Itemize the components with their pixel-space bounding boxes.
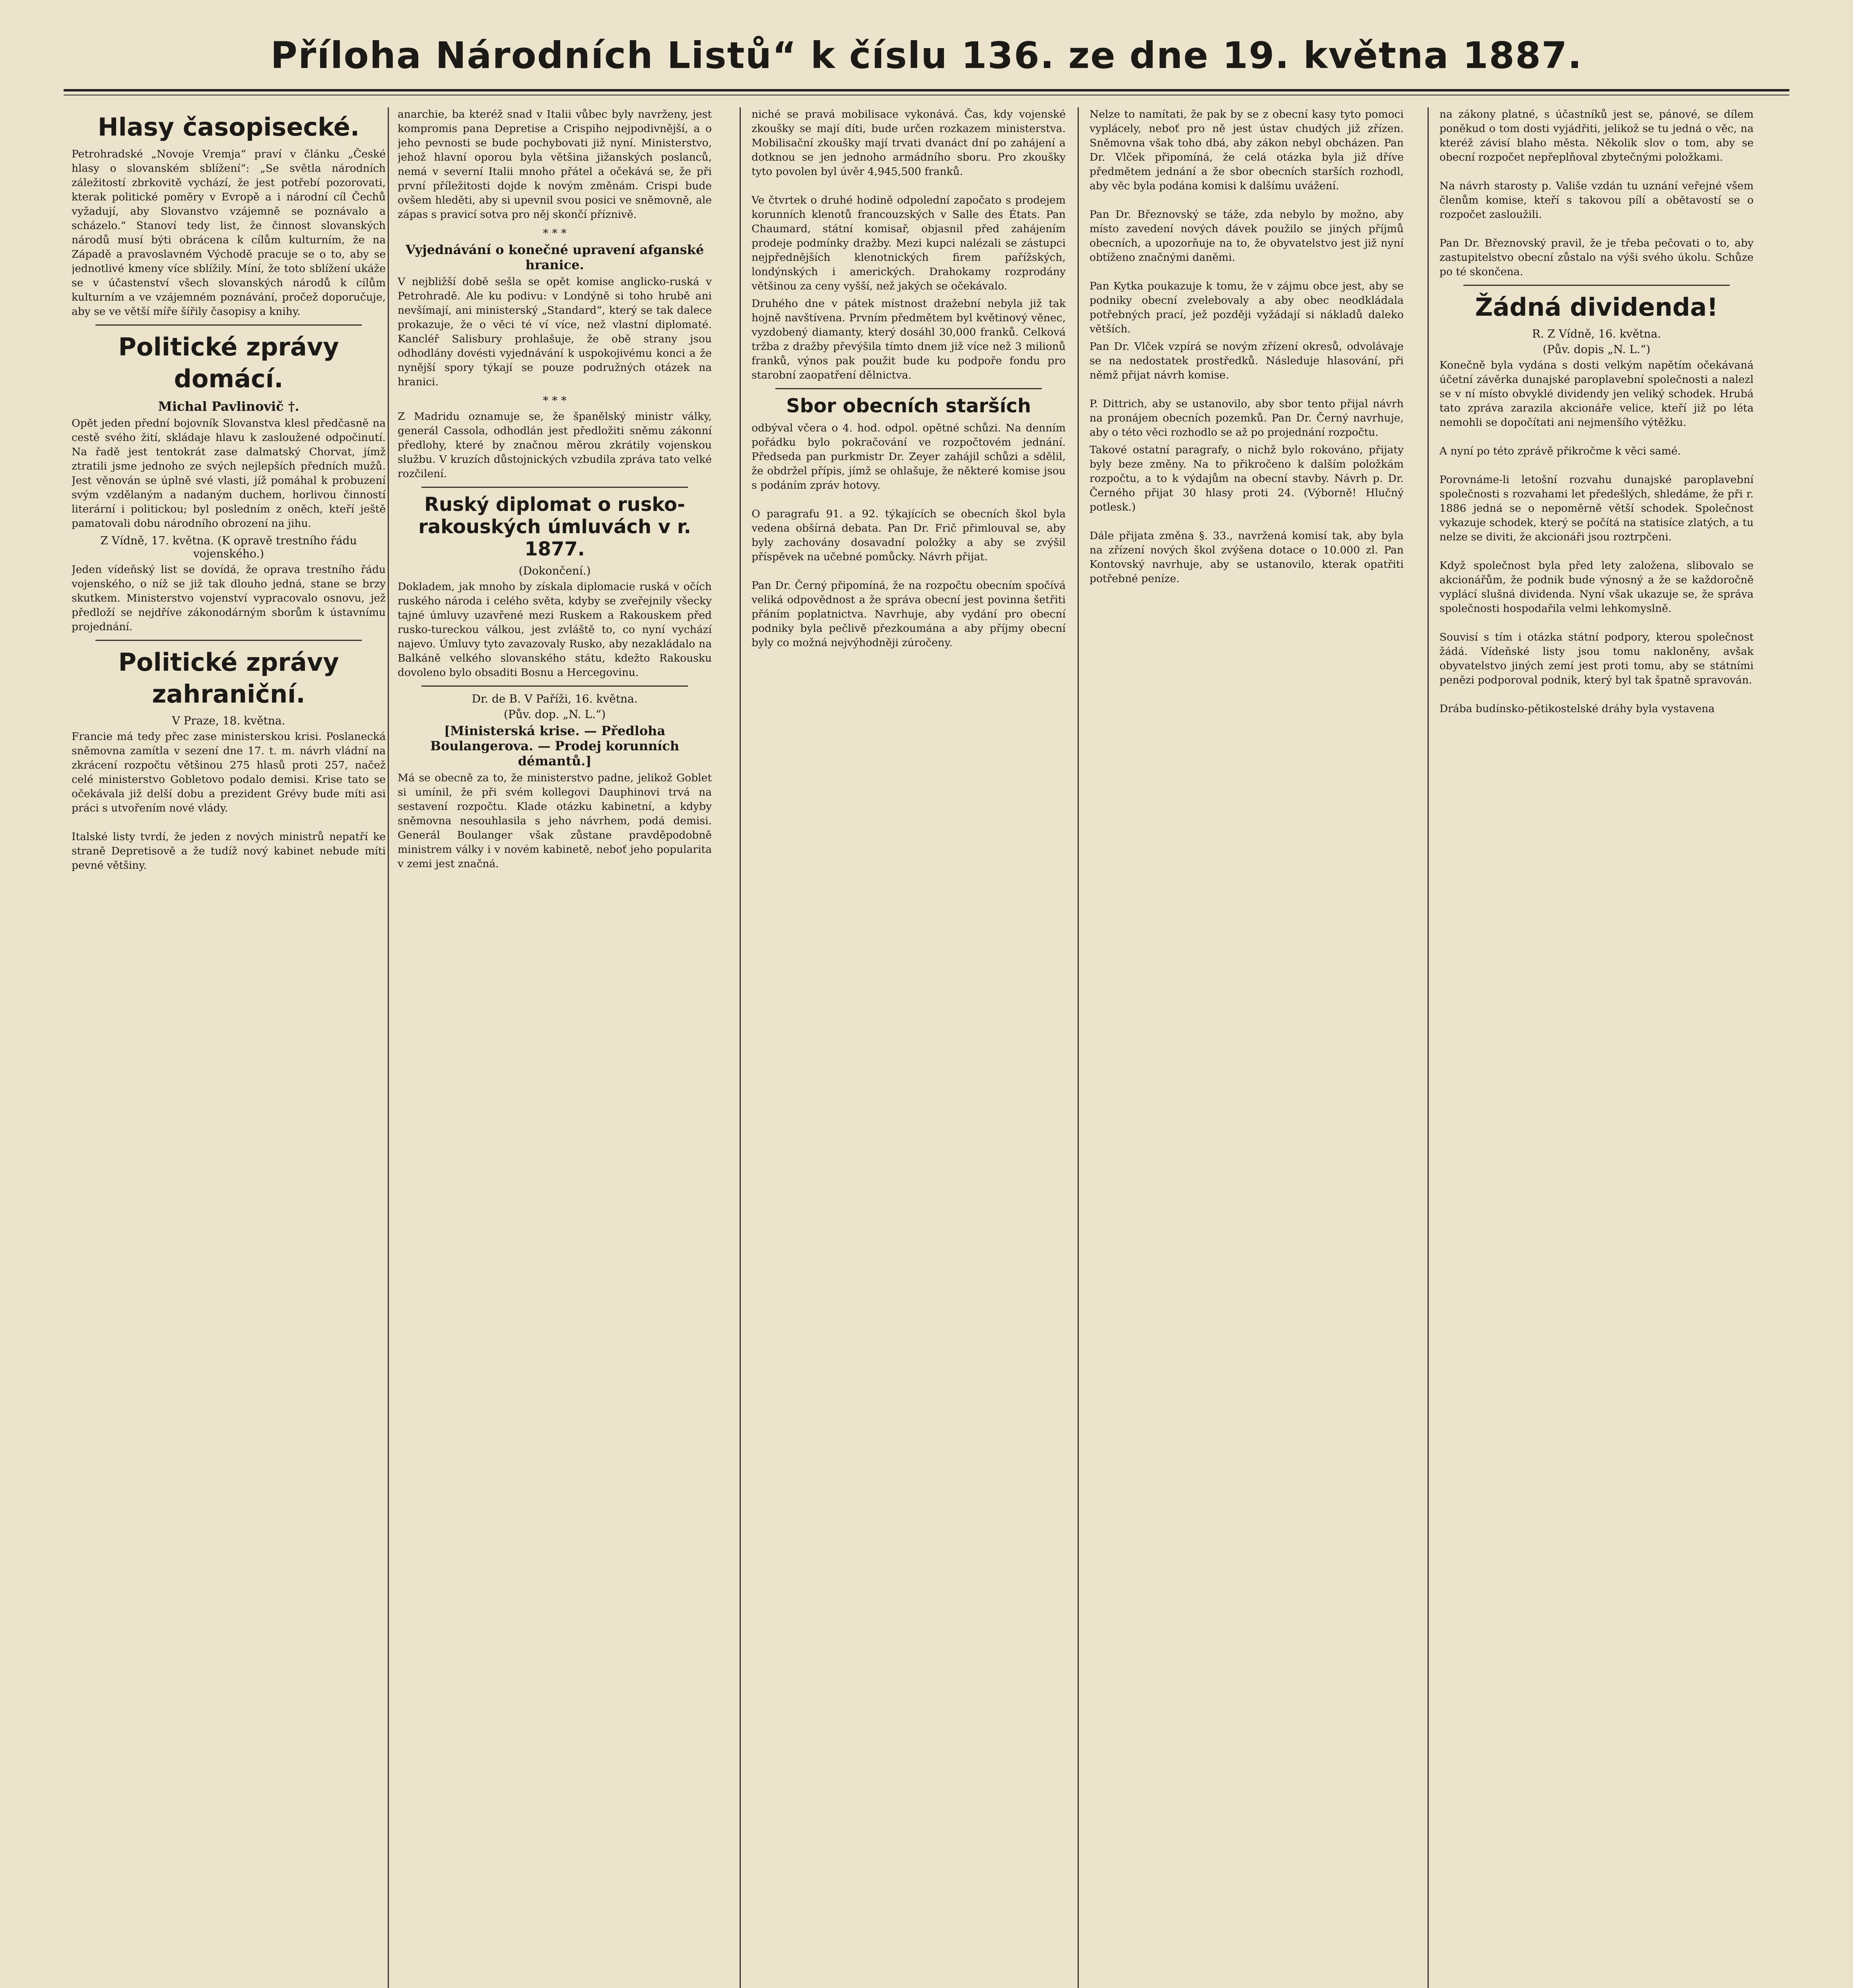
- section-title-foreign: Politické zprávy zahraniční.: [118, 648, 339, 709]
- column-2: [398, 107, 712, 1988]
- column-4: [1090, 107, 1404, 1988]
- column-divider: [1428, 107, 1429, 1988]
- column-divider: [388, 107, 389, 1988]
- section-title-hlasy: Hlasy časopisecké.: [97, 113, 360, 142]
- article-subtitle: Michal Pavlinovič †.: [158, 399, 299, 414]
- article-body: Dokladem, jak mnoho by získala diplomacie ruská v očích ruského národa i celého světa, kdyby se zveřejnily všecky tajné úmluvy uzavřené mezi Ruskem a Rakouskem před rusko-tureckou válkou, jest zvláště to, co nyní vychází najevo. Úmluvy tyto zavazovaly Rusko, aby nezakládalo na Balkáně velkého slovanského státu, kdežto Rakousku dovoleno bylo obsaditi Bosnu a Hercegovinu.: [398, 580, 712, 679]
- masthead-title: Příloha Národních Listů“ k číslu 136. ze dne 19. května 1887.: [270, 34, 1583, 77]
- article-body: Pan Dr. Vlček vzpírá se novým zřízení okresů, odvolávaje se na nedostatek prostředků. Následuje hlasování, při němž přijat návrh komise. P. Dittrich, aby se ustanovilo, aby sbor tento přijal návrh na pronájem obecních pozemků. Pan Dr. Černý navrhuje, aby o této věci rozhodlo se až po projednání rozpočtu.: [1090, 340, 1404, 439]
- article-subtitle: Vyjednávání o konečné upravení afganské hranice.: [405, 242, 704, 272]
- article-body: Takové ostatní paragrafy, o nichž bylo rokováno, přijaty byly beze změny. Na to přikročeno k dalším položkám rozpočtu, a to k výdajům na obecní stavby. Návrh p. Dr. Černého přijat 30 hlasy proti 24. (Výborně! Hlučný potlesk.) Dále přijata změna §. 33., navržená komisí tak, aby byla na zřízení nových škol zvýšena dotace o 10.000 zl. Pan Kontovský navrhuje, aby se ustanovilo, kterak opatřiti potřebné peníze.: [1090, 444, 1404, 585]
- article-body: Petrohradské „Novoje Vremja“ praví v článku „České hlasy o slovanském sblížení“: „Se světla národních záležitostí zbrkovitě vychází, že jest potřebí pozorovati, kterak politické poměry v Evropě a i národní cíl Čechů vyžadují, aby Slovanstvo vzájemně se poznávalo a scházelo.“ Stanoví tedy list, že činnost slovanských národů musí býti obrácena k cílům kulturním, že na Západě a pravoslavném Východě pracuje se o to, aby se jednotlivé kmeny více sblížily. Míní, že toto sblížení ukáže se v účastenství všech slovanských národů k cílům kulturním a ve vzájemném poznávání, pročež doporučuje, aby se ve větší míře šířily časopisy a knihy.: [72, 148, 386, 318]
- article-subtitle: (Dokončení.): [519, 564, 591, 577]
- article-body: Má se obecně za to, že ministerstvo padne, jelikož Goblet si umínil, že při svém kollegovi Dauphinovi trvá na sestavení rozpočtu. Klade otázku kabinetní, a kdyby sněmovna nesouhlasila s jeho návrhem, podá demisi. Generál Boulanger však zůstane pravděpodobně ministrem války i v novém kabinetě, neboť jeho popularita v zemi jest značná.: [398, 772, 712, 870]
- article-body: Konečně byla vydána s dosti velkým napětím očekávaná účetní závěrka dunajské paroplavební společnosti a nalezl se v ní místo obvyklé dividendy jen veliký schodek. Hrubá tato zpráva zarazila akcionáře velice, kteří již po léta nemohli se dopočítati ani nejmenšího výtěžku. A nyní po této zprávě přikročme k věci samé. Porovnáme-li letošní rozvahu dunajské paroplavební společnosti s rozvahami let předešlých, shledáme, že při r. 1886 jedná se o nepoměrně větší schodek. Společnost vykazuje schodek, který se počítá na statisíce zlatých, a tu nelze se diviti, že akcionáři jsou roztrpčeni. Když společnost byla před lety založena, slibovalo se akcionářům, že podnik bude výnosný a že se každoročně vyplácí slušná dividenda. Nyní však ukazuje se, že správa společnosti hospodařila velmi lehkomyslně. Souvisí s tím i otázka státní podpory, kterou společnost žádá. Vídeňské listy jsou tomu nakloněny, avšak obyvatelstvo jiných zemí jest proti tomu, aby se státními penězi podporoval podnik, který byl tak špatně spravován. Drába budínsko-pětikostelské dráhy byla vystavena: [1439, 359, 1754, 715]
- article-body: anarchie, ba kteréž snad v Italii vůbec byly navrženy, jest kompromis pana Depretise a Crispiho nejpodivnější, a o jeho pevnosti se bude pochybovati již nyní. Ministerstvo, jehož hlavní oporou byla většina jižanských poslanců, nemá v severní Italii mnoho přátel a očekává se, že při první příležitosti dojde k novým změnám. Crispi bude ovšem hleděti, aby si upevnil svou posici ve sněmovně, ale zápas s pravicí sotva pro něj skončí příznivě.: [398, 108, 712, 221]
- article-dateline: V Praze, 18. května.: [172, 714, 286, 727]
- article-body: Z Madridu oznamuje se, že španělský ministr války, generál Cassola, odhodlán jest předložiti sněmu zákonní předlohy, které by značnou měrou zkrátily vojenskou službu. V kruzích důstojnických vzbudila zpráva tato velké rozčilení.: [398, 410, 712, 480]
- section-stars: * * *: [543, 227, 567, 240]
- divider: [775, 388, 1042, 389]
- article-title: Ruský diplomat o rusko-rakouských úmluvách v r. 1877.: [418, 493, 691, 560]
- article-title: Sbor obecních starších: [786, 395, 1031, 417]
- column-1: [72, 107, 386, 1988]
- column-divider: [1078, 107, 1079, 1988]
- article-subtitle: (Pův. dopis „N. L.“): [1542, 343, 1651, 356]
- section-title-domestic: Politické zprávy domácí.: [118, 332, 339, 393]
- article-dateline: Dr. de B. V Paříži, 16. května.: [472, 692, 638, 705]
- article-body: Jeden vídeňský list se dovídá, že oprava trestního řádu vojenského, o níž se již tak dlouho jedná, stane se brzy skutkem. Ministerstvo vojenství vypracovalo osnovu, jež předloží se nejdříve zákonodárným sborům k ústavnímu projednání.: [72, 563, 386, 633]
- column-5: [1439, 107, 1754, 1988]
- masthead: [64, 28, 1789, 95]
- article-body: Druhého dne v pátek místnost dražební nebyla již tak hojně navštívena. Prvním předmětem byl květinový věnec, vyzdobený diamanty, který dosáhl 30,000 franků. Celková tržba z dražby převýšila tímto dnem již více než 3 milionů franků, výnos pak použit bude ku podpoře fondu pro starobní zaopatření dělnictva.: [752, 297, 1066, 381]
- article-body: odbýval včera o 4. hod. odpol. opětné schůzi. Na denním pořádku bylo pokračování ve rozpočtovém jednání. Předseda pan purkmistr Dr. Zeyer zahájil schůzi a sdělil, že obdržel přípis, jímž se ohlašuje, že některé komise jsou s podáním zpráv hotovy. O paragrafu 91. a 92. týkajících se obecních škol byla vedena obšírná debata. Pan Dr. Frič přimlouval se, aby byly zachovány dosavadní položky a aby se zvýšil příspěvek na učebné pomůcky. Návrh přijat. Pan Dr. Černý připomíná, že na rozpočtu obecním spočívá veliká odpovědnost a že správa obecní jest povinna šetřiti přáním poplatnictva. Navrhuje, aby vydání pro obecní podniky byla pečlivě přezkoumána a aby příjmy obecní byly co možná nejvýhodněji zúročeny.: [752, 422, 1066, 649]
- article-body: Nelze to namítati, že pak by se z obecní kasy tyto pomoci vyplácely, neboť pro ně jest ústav chudých již zřízen. Sněmovna však toho dbá, aby zákon nebyl obcházen. Pan Dr. Vlček připomíná, že celá otázka byla již dříve předmětem jednání a že sbor obecních starších rozhodl, aby věc byla podána komisi k dalšímu uvážení. Pan Dr. Březnovský se táže, zda nebylo by možno, aby místo zavedení nových dávek použilo se jiných příjmů obecních, a upozorňuje na to, že obyvatelstvo jest již nyní obtíženo značnými daněmi. Pan Kytka poukazuje k tomu, že v zájmu obce jest, aby se podniky obecní zvelebovaly a aby obec neodkládala potřebných prací, jež později vyžádají si nákladů daleko větších.: [1090, 108, 1404, 335]
- article-body: Francie má tedy přec zase ministerskou krisi. Poslanecká sněmovna zamítla v sezení dne 17. t. m. návrh vládní na zkrácení rozpočtu většinou 275 hlasů proti 257, načež celé ministerstvo Gobletovo podalo demisi. Krise tato se očekávala již delší dobu a prezident Grévy bude míti asi práci s utvořením nové vlády. Italské listy tvrdí, že jeden z nových ministrů nepatří ke straně Depretisově a že tudíž nový kabinet nebude míti pevné většiny.: [72, 730, 386, 872]
- article-subtitle: (Pův. dop. „N. L.“): [503, 708, 606, 721]
- divider: [421, 685, 688, 687]
- column-3: [752, 107, 1066, 1988]
- masthead-rule: [64, 89, 1789, 95]
- column-divider: [740, 107, 741, 1988]
- article-body: V nejbližší době sešla se opět komise anglicko-ruská v Petrohradě. Ale ku podivu: v Londýně si toho hrubě ani nevšímají, ani ministerský „Standard“, který se tak dalece prokazuje, že o věci té ví více, než vlastní diplomaté. Kancléř Salisbury prohlašuje, že obě strany jsou odhodlány dovésti vyjednávání k uspokojivému konci a že nynější spory týkají se pouze podružných otázek na hranici.: [398, 276, 712, 388]
- divider: [1463, 285, 1730, 286]
- section-title-dividend: Žádná dividenda!: [1475, 293, 1718, 322]
- divider: [95, 324, 362, 326]
- article-dateline: R. Z Vídně, 16. května.: [1532, 327, 1661, 340]
- section-stars: * * *: [543, 394, 567, 407]
- article-body: niché se pravá mobilisace vykonává. Čas, kdy vojenské zkoušky se mají díti, bude určen rozkazem ministerstva. Mobilisační zkoušky mají trvati dvanáct dní po zahájení a dotknou se jen jednoho armádního sboru. Pro zkoušky tyto povolen byl úvěr 4,945,500 franků. Ve čtvrtek o druhé hodině odpolední započato s prodejem korunních klenotů francouzských v Salle des États. Pan Chaumard, státní komisař, objasnil před zahájením prodeje podmínky dražby. Mezi kupci nalézali se zástupci nejpřednějších klenotnických firem pařížských, londýnských i amerických. Drahokamy rozprodány většinou za ceny vyšší, než jakých se očekávalo.: [752, 108, 1066, 292]
- article-dateline: Z Vídně, 17. května. (K opravě trestního řádu vojenského.): [100, 534, 357, 560]
- divider: [95, 640, 362, 641]
- article-body: Opět jeden přední bojovník Slovanstva klesl předčasně na cestě svého žití, skládaje hlavu k zasloužené odpočinutí. Na řadě jest tentokrát zase dalmatský Chorvat, jímž ztratili jsme jednoho ze svých nejlepších předních mužů. Jest věnován se úplně své vlasti, jíž pomáhal k probuzení svým vzdělaným a nadaným duchem, horlivou činností literární i politickou; byl posledním z oněch, kteří ještě pamatovali dobu národního obrození na jihu.: [72, 417, 386, 530]
- divider: [421, 487, 688, 488]
- article-body: na zákony platné, s účastníků jest se, pánové, se dílem poněkud o tom dosti vyjádřiti, jelikož se tu jedná o věc, na kteréž závisí blaho města. Několik slov o tom, aby se obecní rozpočet nepřeplňoval zbytečnými položkami. Na návrh starosty p. Vališe vzdán tu uznání veřejné všem členům komise, kteří s takovou pílí a obětavostí se o rozpočet zasloužili. Pan Dr. Březnovský pravil, že je třeba pečovati o to, aby zastupitelstvo obecní zůstalo na výši svého úkolu. Schůze po té skončena.: [1439, 108, 1754, 278]
- article-title: [Ministerská krise. — Předloha Boulangerova. — Prodej korunních démantů.]: [430, 723, 680, 769]
